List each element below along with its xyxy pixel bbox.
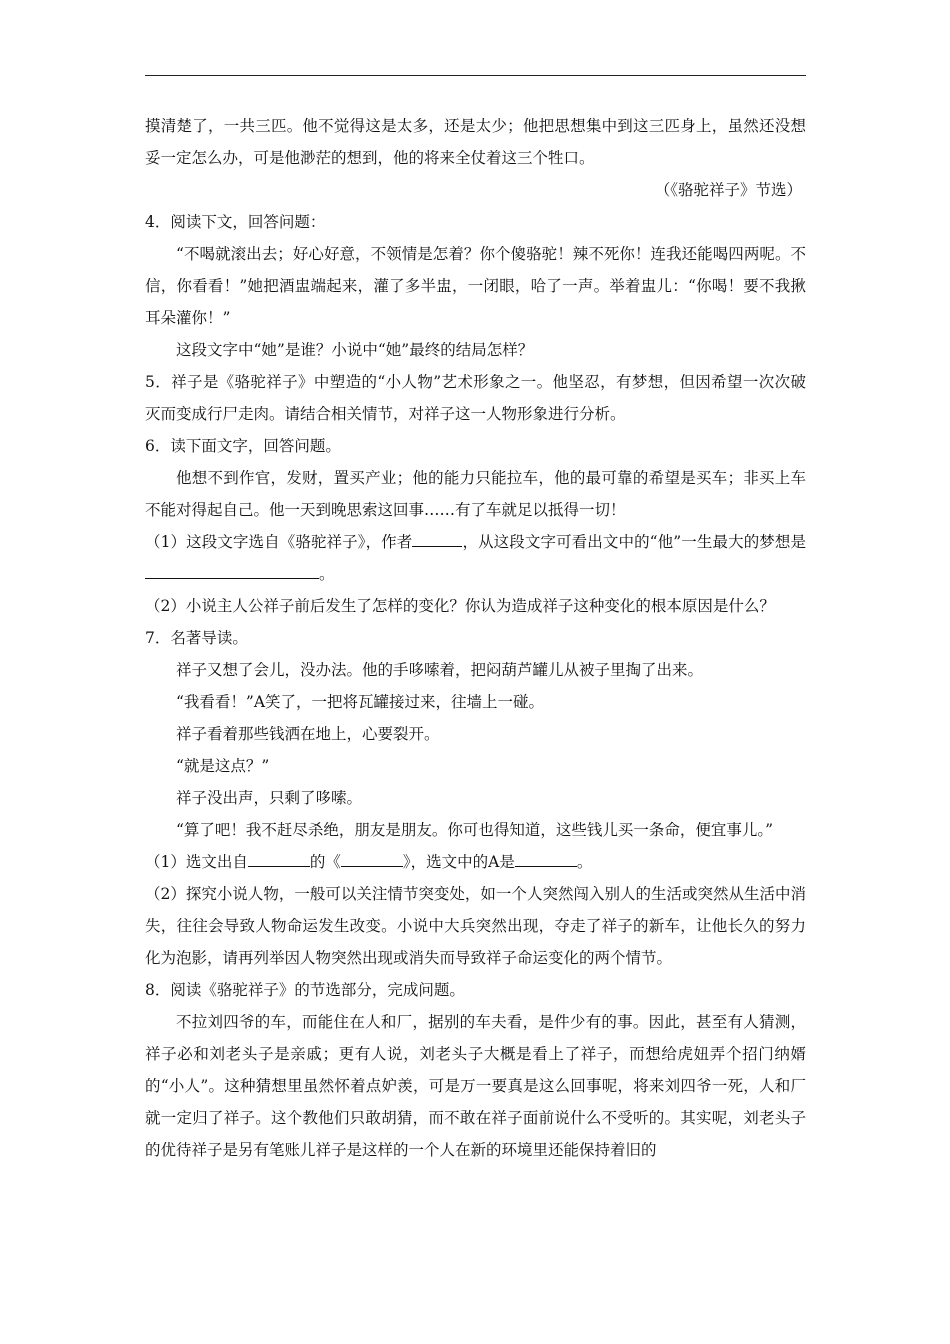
question-4-question: 这段文字中“她”是谁？小说中“她”最终的结局怎样？ [176,341,534,359]
question-7-sub-2: （2）探究小说人物，一般可以关注情节突变处，如一个人突然闯入别人的生活或突然从生活中消失，往往会导致人物命运发生改变。小说中大兵突然出现，夺走了祥子的新车，让他长久的努力化为泡影，请再列举因人物突然出现或消失而导致祥子命运变化的两个情节。 [145,885,806,967]
question-6-title: 6．读下面文字，回答问题。 [145,437,341,455]
question-7-line: 祥子又想了会儿，没办法。他的手哆嗦着，把闷葫芦罐儿从被子里掏了出来。 [176,661,704,679]
question-7-sub-1 [145,846,806,878]
question-7-line: 祥子没出声，只剩了哆嗦。 [176,789,363,807]
question-6-sub-1 [145,526,806,590]
question-6-quote: 他想不到作官，发财，置买产业；他的能力只能拉车，他的最可靠的希望是买车；非买上车不能对得起自己。他一天到晚思索这回事……有了车就足以抵得一切！ [145,469,806,519]
passage-end-text: 摸清楚了，一共三匹。他不觉得这是太多，还是太少；他把思想集中到这三匹身上，虽然还没想妥一定怎么办，可是他渺茫的想到，他的将来全仗着这三个牲口。 [145,117,806,167]
q7-sub1-part-a: （1）选文出自 [145,853,248,871]
question-4-title: 4．阅读下文，回答问题： [145,213,326,231]
question-7-line: “我看看！”A笑了，一把将瓦罐接过来，往墙上一碰。 [176,693,545,711]
question-4-quote: “不喝就滚出去；好心好意，不领情是怎着？你个傻骆驼！辣不死你！连我还能喝四两呢。不信，你看看！”她把酒盅端起来，灌了多半盅，一闭眼，哈了一声。举着盅儿：“你喝！要不我揪耳朵灌你！” [145,245,806,327]
question-7-line: “就是这点？” [176,757,270,775]
question-7-title: 7．名著导读。 [145,629,248,647]
header-rule [145,75,806,76]
q6-sub1-part-a: （1）这段文字选自《骆驼祥子》，作者 [145,533,413,551]
question-8-quote: 不拉刘四爷的车，而能住在人和厂，据别的车夫看，是件少有的事。因此，甚至有人猜测，祥子必和刘老头子是亲戚；更有人说，刘老头子大概是看上了祥子，而想给虎妞弄个招门纳婿的“小人”。这种猜想里虽然怀着点妒羡，可是万一要真是这么回事呢，将来刘四爷一死，人和厂就一定归了祥子。这个教他们只敢胡猜，而不敢在祥子面前说什么不受听的。其实呢，刘老头子的优待祥子是另有笔账儿祥子是这样的一个人在新的环境里还能保持着旧的 [145,1013,806,1159]
q7-sub1-part-c: 》，选文中的A是 [402,853,515,871]
q7-sub1-part-b: 的《 [309,853,341,871]
answer-blank-author[interactable] [412,530,462,547]
question-7-line: “算了吧！我不赶尽杀绝，朋友是朋友。你可也得知道，这些钱儿买一条命，便宜事儿。” [176,821,774,839]
question-6-sub-2: （2）小说主人公祥子前后发生了怎样的变化？你认为造成祥子这种变化的根本原因是什么？ [145,597,775,615]
answer-blank-dream[interactable] [145,562,319,579]
answer-blank-title[interactable] [341,850,403,867]
q6-sub1-part-b: ，从这段文字可看出文中的“他”一生最大的梦想是 [462,533,806,551]
passage-source: （《骆驼祥子》节选） [654,181,802,199]
q7-sub1-part-d: 。 [576,853,593,871]
answer-blank-author[interactable] [248,850,310,867]
question-5: 5．祥子是《骆驼祥子》中塑造的“小人物”艺术形象之一。他坚忍，有梦想，但因希望一次次破灭而变成行尸走肉。请结合相关情节，对祥子这一人物形象进行分析。 [145,373,806,423]
question-7-line: 祥子看着那些钱洒在地上，心要裂开。 [176,725,440,743]
answer-blank-character[interactable] [515,850,577,867]
question-8-title: 8．阅读《骆驼祥子》的节选部分，完成问题。 [145,981,465,999]
document-body [145,110,806,1166]
q6-sub1-part-c: 。 [319,565,335,583]
